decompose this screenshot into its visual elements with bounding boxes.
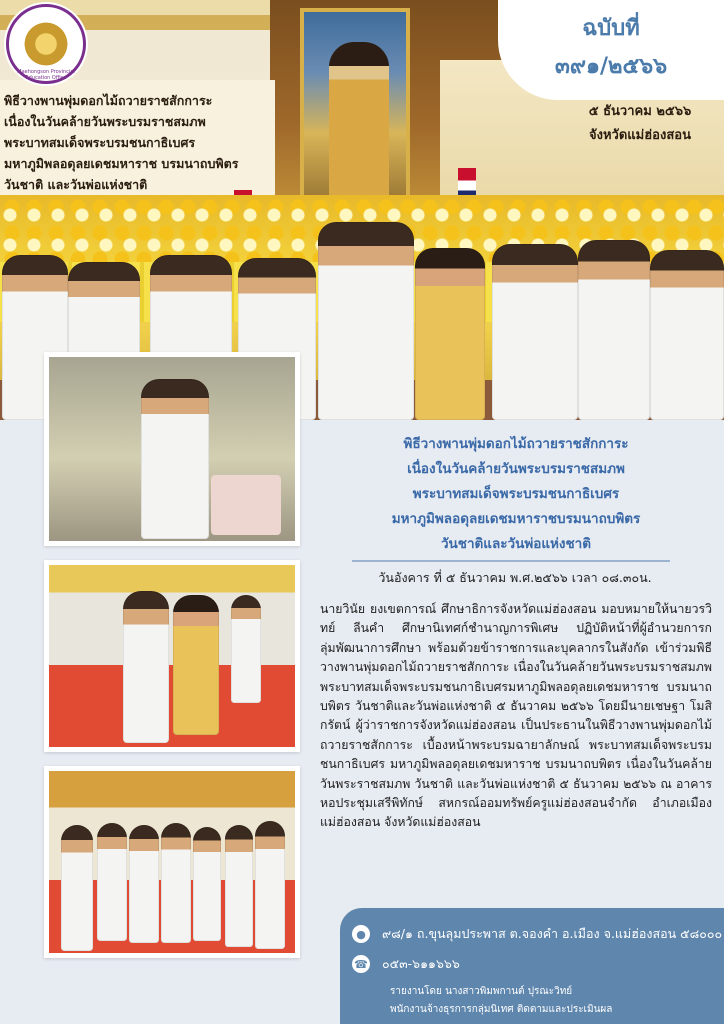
person [161, 823, 191, 943]
person [173, 595, 219, 735]
article-title [318, 432, 714, 557]
address-row [352, 924, 722, 944]
event-photo [49, 357, 295, 541]
article-body: นายวินัย ยงเขตการณ์ ศึกษาธิการจังหวัดแม่ฮ่องสอน มอบหมายให้นายวรวิทย์ ลีนคำ ศึกษานิเทศก์ชำนาญการพิเศษ ปฏิบัติหน้าที่ผู้อำนวยการกลุ่มพัฒนาการศึกษา พร้อมด้วยข้าราชการและบุคลากรในสังกัด เข้าร่วมพิธีวางพานพุ่มดอกไม้ถวายราชสักการะ เนื่องในวันคล้ายวันพระบรมราชสมภพ พระบาทสมเด็จพระบรมชนกาธิเบศรมหาภูมิพลอดุลยเดชมหาราช บรมนาถบพิตร วันชาติและวันพ่อแห่งชาติ ๕ ธันวาคม ๒๕๖๖ โดยมีนายเชษฐา โมสิกรัตน์ ผู้ว่าราชการจังหวัดแม่ฮ่องสอน เป็นประธานในพิธีวางพานพุ่มดอกไม้ถวายราชสักการะ เบื้องหน้าพระบรมฉายาลักษณ์ พระบาทสมเด็จพระบรมชนกาธิเบศร มหาภูมิพลอดุลยเดชมหาราช บรมนาถบพิตร เนื่องในวันคล้ายวันพระราชสมภพ วันชาติ และวันพ่อแห่งชาติ ๕ ธันวาคม ๒๕๖๖ ณ อาคารหอประชุมเสรีพิทักษ์ สหกรณ์ออมทรัพย์ครูแม่ฮ่องสอนจำกัด อำเภอเมืองแม่ฮ่องสอน จังหวัดแม่ฮ่องสอน [320, 602, 712, 830]
reporter-role: พนักงานจ้างธุรการกลุ่มนิเทศ ติดตามและประเมินผล [390, 1004, 613, 1015]
royal-portrait [300, 8, 410, 218]
person [492, 244, 578, 420]
phone-row [352, 954, 460, 974]
banner-line: มหาภูมิพลอดุลยเดชมหาราช บรมนาถบพิตร [4, 156, 239, 171]
person [61, 825, 93, 951]
map-pin-icon: ● [352, 925, 370, 943]
seal-emblem-icon [21, 19, 71, 69]
ceremony-province: จังหวัดแม่ฮ่องสอน [589, 128, 691, 143]
contact-footer [340, 908, 724, 1024]
person [141, 379, 209, 539]
banner-line: พระบาทสมเด็จพระบรมชนกาธิเบศร [4, 135, 196, 150]
table [211, 475, 281, 535]
person [650, 250, 724, 420]
title-line: เนื่องในวันคล้ายวันพระบรมราชสมภพ [407, 461, 625, 477]
photo-frame [44, 766, 300, 958]
issue-corner [498, 0, 724, 100]
education-office-seal [6, 4, 86, 84]
portrait-figure [329, 42, 389, 212]
banner-line: วันชาติ และวันพ่อแห่งชาติ [4, 177, 148, 192]
person [578, 240, 650, 420]
title-line: พระบาทสมเด็จพระบรมชนกาธิเบศร [412, 486, 620, 502]
title-line: วันชาติและวันพ่อแห่งชาติ [440, 536, 592, 552]
person [415, 248, 485, 420]
reporter-name: รายงานโดย นางสาวพิมพกานต์ ปุรณะวิทย์ [390, 986, 573, 997]
person [255, 821, 285, 949]
divider [352, 560, 670, 562]
person [193, 827, 221, 941]
person [129, 825, 159, 943]
photo-frame [44, 560, 300, 752]
event-photo [49, 771, 295, 953]
title-line: พิธีวางพานพุ่มดอกไม้ถวายราชสักการะ [403, 436, 629, 452]
event-photo [49, 565, 295, 747]
person [225, 825, 253, 947]
event-date-time: วันอังคาร ที่ ๕ ธันวาคม พ.ศ.๒๕๖๖ เวลา ๐๘.๓๐น. [378, 570, 652, 585]
address-text: ๙๘/๑ ถ.ขุนลุมประพาส ต.จองคำ อ.เมือง จ.แม่ฮ่องสอน ๕๘๐๐๐ [382, 926, 723, 941]
person [318, 222, 414, 420]
phone-text: ๐๕๓-๖๑๑๖๖๖ [382, 956, 460, 971]
issue-number: ๓๙๑/๒๕๖๖ [554, 54, 668, 79]
title-line: มหาภูมิพลอดุลยเดชมหาราชบรมนาถบพิตร [391, 511, 641, 527]
person [97, 823, 127, 941]
phone-icon: ☎ [352, 955, 370, 973]
seal-caption: Maehongson Provincial Education Office [17, 69, 75, 81]
photo-frame [44, 352, 300, 546]
banner-line: พิธีวางพานพุ่มดอกไม้ถวายราชสักการะ [4, 93, 213, 108]
issue-label: ฉบับที่ [582, 16, 640, 41]
ceremony-date: ๕ ธันวาคม ๒๕๖๖ [588, 104, 692, 119]
banner-line: เนื่องในวันคล้ายวันพระบรมราชสมภพ [4, 114, 206, 129]
person [231, 595, 261, 703]
person [123, 591, 169, 743]
